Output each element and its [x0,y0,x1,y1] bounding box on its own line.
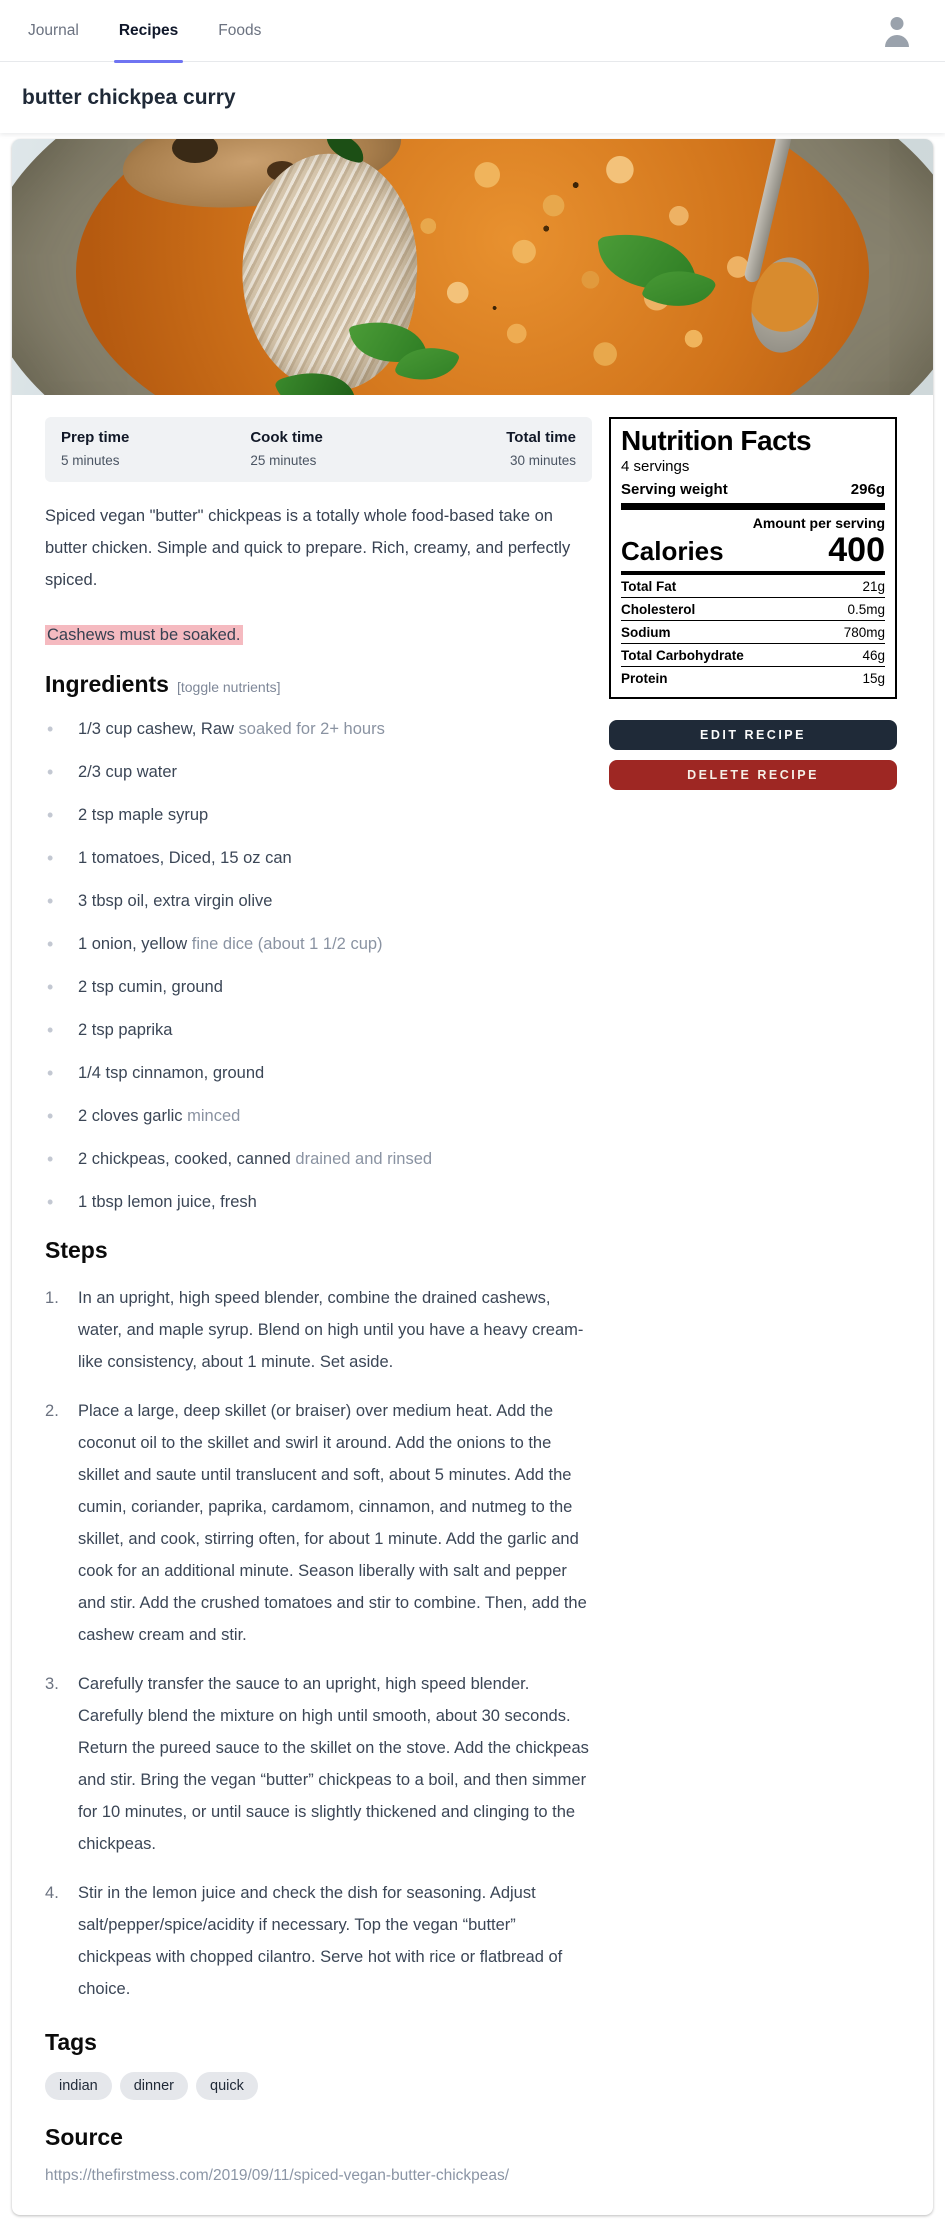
serving-weight-value: 296g [850,481,885,499]
nutrition-row: Total Fat 21g [621,575,885,598]
ingredient-item: • 2 cloves garlic minced [45,1105,592,1127]
title-bar [0,62,945,133]
toggle-nutrients-link[interactable]: [toggle nutrients] [176,679,281,695]
ingredient-item: • 1/4 tsp cinnamon, ground [45,1062,592,1084]
nutrition-divider-thick [621,503,885,510]
delete-recipe-button[interactable]: DELETE RECIPE [609,760,897,790]
ingredients-list [45,718,592,1213]
nutrition-servings: 4 servings [621,458,690,476]
note-highlight: Cashews must be soaked. [47,626,241,644]
ingredient-note: minced [187,1107,241,1125]
cook-time-value: 25 minutes [250,453,317,468]
recipe-actions [609,720,897,790]
recipe-card [12,139,933,2215]
tags-row [45,2072,592,2100]
ingredient-note: fine dice (about 1 1/2 cup) [191,935,383,953]
step-item: Stir in the lemon juice and check the dish for seasoning. Adjust salt/pepper/spice/acidity if necessary. Top the vegan “butter” chickpeas with chopped cilantro. Serve hot with rice or flatbread of choice. [78,1884,563,1998]
ingredient-item: • 1 onion, yellow fine dice (about 1 1/2 cup) [45,933,592,955]
ingredient-item: • 3 tbsp oil, extra virgin olive [45,890,592,912]
prep-time-label: Prep time [61,429,130,446]
edit-recipe-button[interactable]: EDIT RECIPE [609,720,897,750]
ingredient-item: • 2/3 cup water [45,761,592,783]
tab-journal[interactable]: Journal [28,21,79,39]
ingredient-item: • 2 chickpeas, cooked, canned drained and rinsed [45,1148,592,1170]
step-item: Carefully transfer the sauce to an upright, high speed blender. Carefully blend the mixture on high until smooth, about 30 seconds. Return the pureed sauce to the skillet on the stove. Add the chickpeas and stir. Bring the vegan “butter” chickpeas to a boil, and then simmer for 10 minutes, or until sauce is slightly thickened and clinging to the chickpeas. [78,1675,589,1853]
ingredients-heading: Ingredients [toggle nutrients] [45,671,281,697]
serving-weight-label: Serving weight [621,481,728,499]
ingredient-note: soaked for 2+ hours [238,720,385,738]
calories-label: Calories [621,536,724,567]
nutrition-row: Sodium 780mg [621,621,885,644]
calories-value: 400 [828,531,885,570]
nutrition-facts-panel [609,417,897,699]
cook-time-label: Cook time [250,429,323,446]
prep-time-value: 5 minutes [61,453,120,468]
step-item: In an upright, high speed blender, combine the drained cashews, water, and maple syrup. Blend on high until you have a heavy cream-like consistency, about 1 minute. Set aside. [78,1289,584,1371]
total-time-value: 30 minutes [509,453,576,468]
steps-list [45,1282,592,2005]
step-item: Place a large, deep skillet (or braiser) over medium heat. Add the coconut oil to the skillet and swirl it around. Add the onions to the skillet and saute until translucent and soft, about 5 minutes. Add the cumin, coriander, paprika, cardamom, cinnamon, and nutmeg to the skillet, and cook, stirring often, for about 1 minute. Add the garlic and cook for an additional minute. Season liberally with salt and pepper and stir. Add the crushed tomatoes and stir to combine. Then, add the cashew cream and stir. [78,1402,587,1644]
source-url: https://thefirstmess.com/2019/09/11/spiced-vegan-butter-chickpeas/ [45,2167,510,2184]
ingredient-item: • 1/3 cup cashew, Raw soaked for 2+ hours [45,718,592,740]
tag-quick[interactable]: quick [196,2072,258,2100]
tab-foods[interactable]: Foods [218,21,262,39]
nutrition-title: Nutrition Facts [621,425,812,456]
steps-heading: Steps [45,1237,108,1263]
recipe-note [45,623,592,647]
source-heading: Source [45,2124,123,2150]
time-summary-bar [45,417,592,482]
hero-image [12,139,933,395]
ingredient-note: drained and rinsed [295,1150,433,1168]
nutrition-row: Cholesterol 0.5mg [621,598,885,621]
ingredient-item: • 1 tomatoes, Diced, 15 oz can [45,847,592,869]
total-time-label: Total time [506,429,576,446]
nutrition-row: Protein 15g [621,670,885,686]
top-nav [0,0,945,62]
ingredient-item: • 2 tsp maple syrup [45,804,592,826]
tab-recipes[interactable]: Recipes [119,0,178,61]
nutrition-row: Total Carbohydrate 46g [621,644,885,667]
tags-heading: Tags [45,2029,97,2055]
amount-per-serving-label: Amount per serving [752,515,885,532]
ingredient-item: • 2 tsp paprika [45,1019,592,1041]
tag-dinner[interactable]: dinner [120,2072,188,2100]
recipe-description: Spiced vegan "butter" chickpeas is a totally whole food-based take on butter chicken. Simple and quick to prepare. Rich, creamy, and perfectly spiced. [45,507,571,589]
ingredient-item: • 1 tbsp lemon juice, fresh [45,1191,592,1213]
ingredient-item: • 2 tsp cumin, ground [45,976,592,998]
avatar-person-icon[interactable] [882,15,912,47]
tag-indian[interactable]: indian [45,2072,112,2100]
page-title: butter chickpea curry [22,85,236,109]
